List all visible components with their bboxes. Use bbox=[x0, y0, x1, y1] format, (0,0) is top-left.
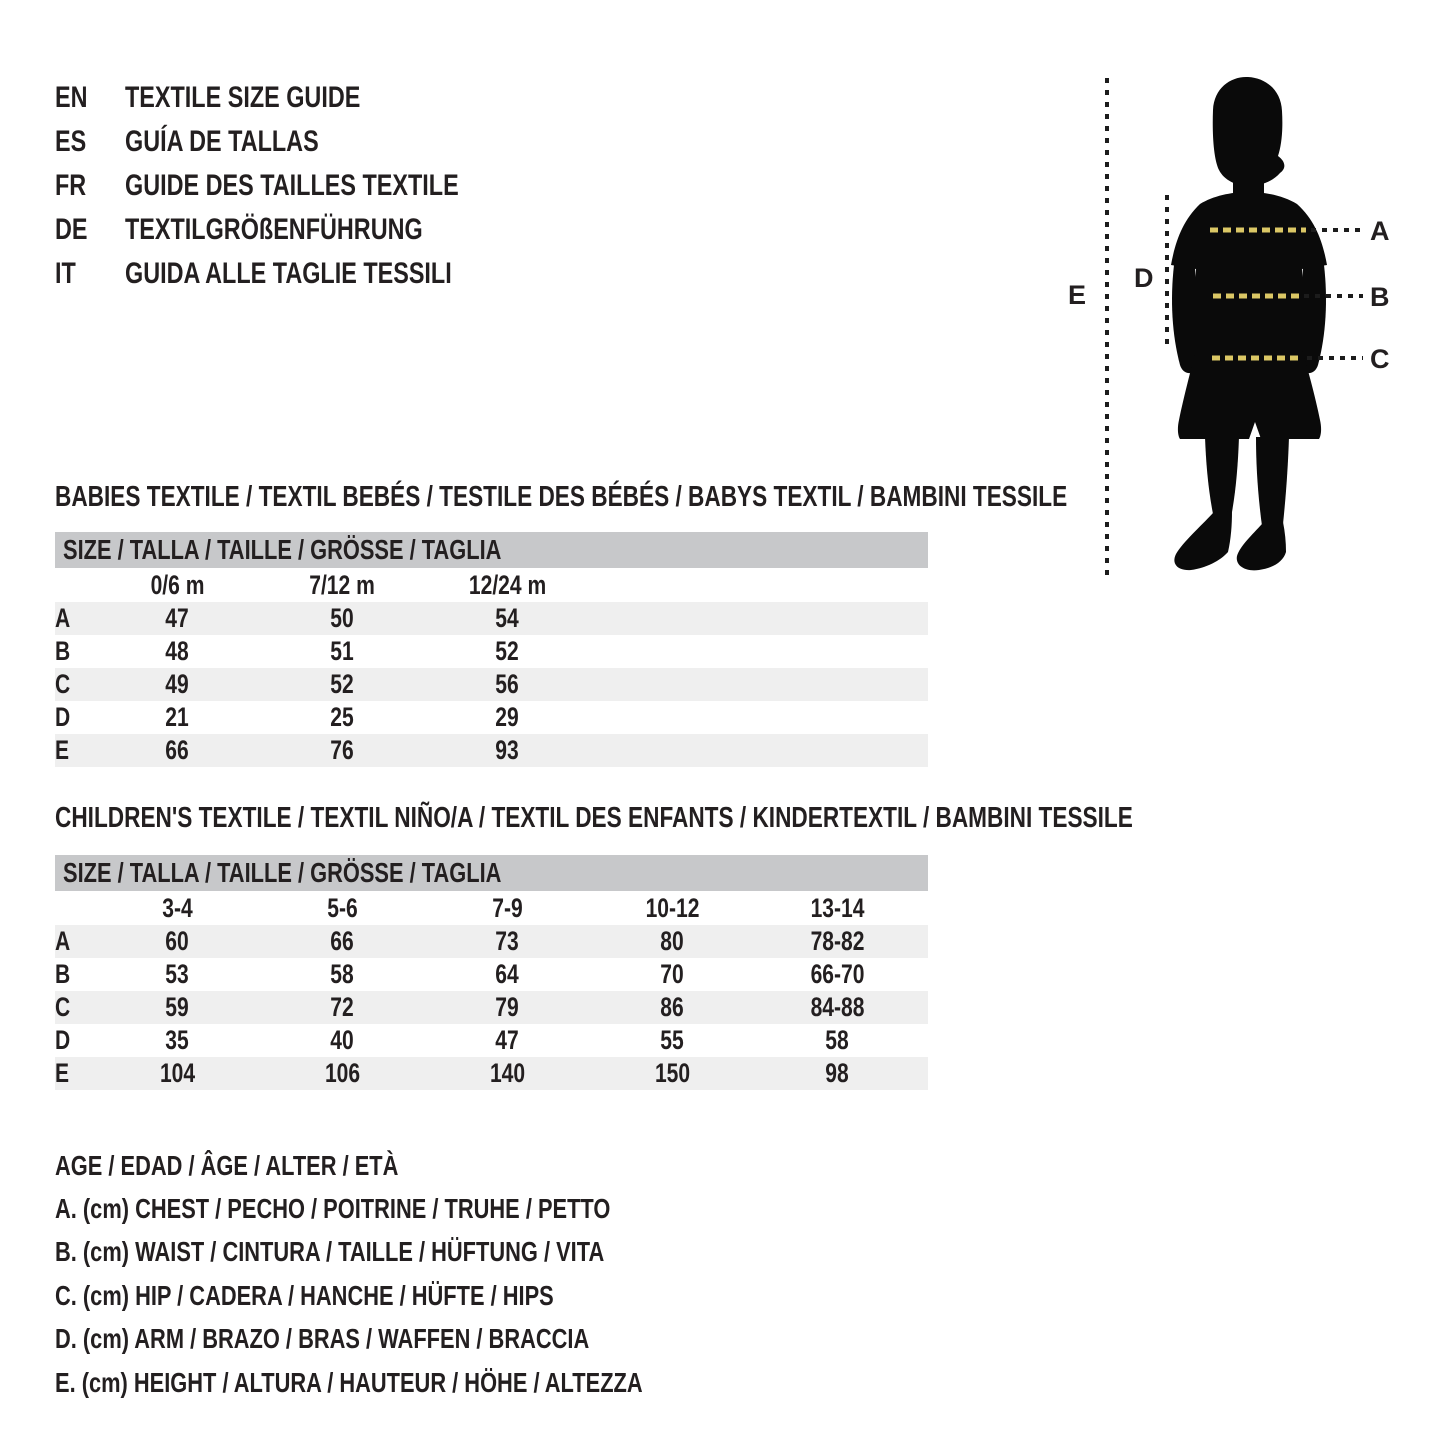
row-label: C bbox=[55, 992, 71, 1022]
row-label: E bbox=[55, 735, 70, 765]
cell-value: 50 bbox=[330, 603, 355, 633]
table-row bbox=[55, 958, 928, 991]
cell-value: 59 bbox=[165, 992, 190, 1022]
language-header bbox=[55, 76, 553, 296]
row-label: B bbox=[55, 636, 71, 666]
legend-arm: D. (cm) ARM / BRAZO / BRAS / WAFFEN / BRACCIA bbox=[55, 1323, 590, 1355]
language-code: IT bbox=[55, 257, 76, 290]
children-section-title bbox=[55, 803, 1437, 833]
language-row-de bbox=[55, 208, 553, 252]
language-code: FR bbox=[55, 169, 87, 202]
cell-value: 52 bbox=[330, 669, 355, 699]
legend-height: E. (cm) HEIGHT / ALTURA / HAUTEUR / HÖHE / ALTEZZA bbox=[55, 1366, 643, 1398]
row-label: A bbox=[55, 926, 71, 956]
cell-value: 80 bbox=[660, 926, 685, 956]
babies-size-header-bar bbox=[55, 532, 928, 568]
cell-value: 21 bbox=[165, 702, 190, 732]
row-label: D bbox=[55, 1025, 71, 1055]
table-row bbox=[55, 701, 928, 734]
language-code: EN bbox=[55, 81, 88, 114]
cell-value: 48 bbox=[165, 636, 190, 666]
children-col-5-6: 5-6 bbox=[327, 892, 358, 923]
babies-col-0-6m: 0/6 m bbox=[150, 569, 205, 600]
cell-value: 98 bbox=[825, 1058, 850, 1088]
legend-age: AGE / EDAD / ÂGE / ALTER / ETÀ bbox=[55, 1149, 399, 1181]
cell-value: 72 bbox=[330, 992, 355, 1022]
table-row bbox=[55, 925, 928, 958]
row-label: B bbox=[55, 959, 71, 989]
cell-value: 58 bbox=[825, 1025, 850, 1055]
cell-value: 47 bbox=[495, 1025, 520, 1055]
row-label: A bbox=[55, 603, 71, 633]
table-row bbox=[55, 991, 928, 1024]
cell-value: 54 bbox=[495, 603, 520, 633]
children-col-13-14: 13-14 bbox=[810, 892, 865, 923]
cell-value: 76 bbox=[330, 735, 355, 765]
children-col-10-12: 10-12 bbox=[645, 892, 700, 923]
cell-value: 49 bbox=[165, 669, 190, 699]
cell-value: 86 bbox=[660, 992, 685, 1022]
babies-col-7-12m: 7/12 m bbox=[309, 569, 376, 600]
children-size-header-bar bbox=[55, 855, 928, 891]
table-row bbox=[55, 635, 928, 668]
row-label: D bbox=[55, 702, 71, 732]
cell-value: 106 bbox=[324, 1058, 361, 1088]
guide-title-en: TEXTILE SIZE GUIDE bbox=[125, 81, 361, 114]
cell-value: 56 bbox=[495, 669, 520, 699]
cell-value: 73 bbox=[495, 926, 520, 956]
language-row-en bbox=[55, 76, 553, 120]
silhouette-left-foot bbox=[1174, 511, 1232, 570]
cell-value: 66 bbox=[330, 926, 355, 956]
cell-value: 53 bbox=[165, 959, 190, 989]
cell-value: 52 bbox=[495, 636, 520, 666]
children-section-title-text: CHILDREN'S TEXTILE / TEXTIL NIÑO/A / TEXTIL DES ENFANTS / KINDERTEXTIL / BAMBINI TESSILE bbox=[55, 801, 1133, 834]
silhouette-right-foot bbox=[1237, 522, 1286, 570]
legend-chest: A. (cm) CHEST / PECHO / POITRINE / TRUHE / PETTO bbox=[55, 1193, 611, 1225]
cell-value: 40 bbox=[330, 1025, 355, 1055]
cell-value: 60 bbox=[165, 926, 190, 956]
measure-label-E: E bbox=[1068, 280, 1087, 310]
table-row bbox=[55, 668, 928, 701]
table-row bbox=[55, 734, 928, 767]
row-label: E bbox=[55, 1058, 70, 1088]
babies-column-headers bbox=[55, 568, 928, 602]
cell-value: 104 bbox=[159, 1058, 196, 1088]
babies-col-12-24m: 12/24 m bbox=[468, 569, 547, 600]
language-code: DE bbox=[55, 213, 88, 246]
cell-value: 70 bbox=[660, 959, 685, 989]
legend-hip: C. (cm) HIP / CADERA / HANCHE / HÜFTE / HIPS bbox=[55, 1279, 554, 1311]
guide-title-fr: GUIDE DES TAILLES TEXTILE bbox=[125, 169, 459, 202]
cell-value: 93 bbox=[495, 735, 520, 765]
cell-value: 64 bbox=[495, 959, 520, 989]
cell-value: 51 bbox=[330, 636, 355, 666]
children-size-table bbox=[55, 855, 928, 1090]
babies-section-title-text: BABIES TEXTILE / TEXTIL BEBÉS / TESTILE DES BÉBÉS / BABYS TEXTIL / BAMBINI TESSILE bbox=[55, 480, 1068, 513]
guide-title-it: GUIDA ALLE TAGLIE TESSILI bbox=[125, 257, 452, 290]
cell-value: 140 bbox=[489, 1058, 526, 1088]
language-code: ES bbox=[55, 125, 87, 158]
guide-title-de: TEXTILGRÖßENFÜHRUNG bbox=[125, 213, 423, 246]
measure-label-A: A bbox=[1370, 216, 1390, 246]
language-row-fr bbox=[55, 164, 553, 208]
language-row-es bbox=[55, 120, 553, 164]
measure-label-C: C bbox=[1370, 344, 1390, 374]
babies-size-header-text: SIZE / TALLA / TAILLE / GRÖSSE / TAGLIA bbox=[63, 534, 502, 565]
children-column-headers bbox=[55, 891, 928, 925]
measure-label-D: D bbox=[1134, 263, 1154, 293]
table-row bbox=[55, 602, 928, 635]
cell-value: 25 bbox=[330, 702, 355, 732]
table-row bbox=[55, 1057, 928, 1090]
cell-value: 29 bbox=[495, 702, 520, 732]
children-col-7-9: 7-9 bbox=[492, 892, 523, 923]
cell-value: 66 bbox=[165, 735, 190, 765]
babies-size-table bbox=[55, 532, 928, 767]
children-col-3-4: 3-4 bbox=[162, 892, 193, 923]
silhouette-shorts bbox=[1178, 350, 1321, 439]
language-row-it bbox=[55, 252, 553, 296]
table-row bbox=[55, 1024, 928, 1057]
silhouette-left-arm bbox=[1172, 265, 1198, 373]
cell-value: 58 bbox=[330, 959, 355, 989]
children-size-header-text: SIZE / TALLA / TAILLE / GRÖSSE / TAGLIA bbox=[63, 857, 502, 888]
cell-value: 78-82 bbox=[810, 926, 865, 956]
cell-value: 66-70 bbox=[810, 959, 865, 989]
cell-value: 55 bbox=[660, 1025, 685, 1055]
babies-section-title bbox=[55, 482, 1353, 512]
row-label: C bbox=[55, 669, 71, 699]
cell-value: 150 bbox=[654, 1058, 691, 1088]
measurement-legend bbox=[55, 1144, 808, 1404]
guide-title-es: GUÍA DE TALLAS bbox=[125, 125, 319, 158]
cell-value: 47 bbox=[165, 603, 190, 633]
legend-waist: B. (cm) WAIST / CINTURA / TAILLE / HÜFTUNG / VITA bbox=[55, 1236, 605, 1268]
measure-label-B: B bbox=[1370, 282, 1390, 312]
cell-value: 79 bbox=[495, 992, 520, 1022]
cell-value: 35 bbox=[165, 1025, 190, 1055]
cell-value: 84-88 bbox=[810, 992, 865, 1022]
